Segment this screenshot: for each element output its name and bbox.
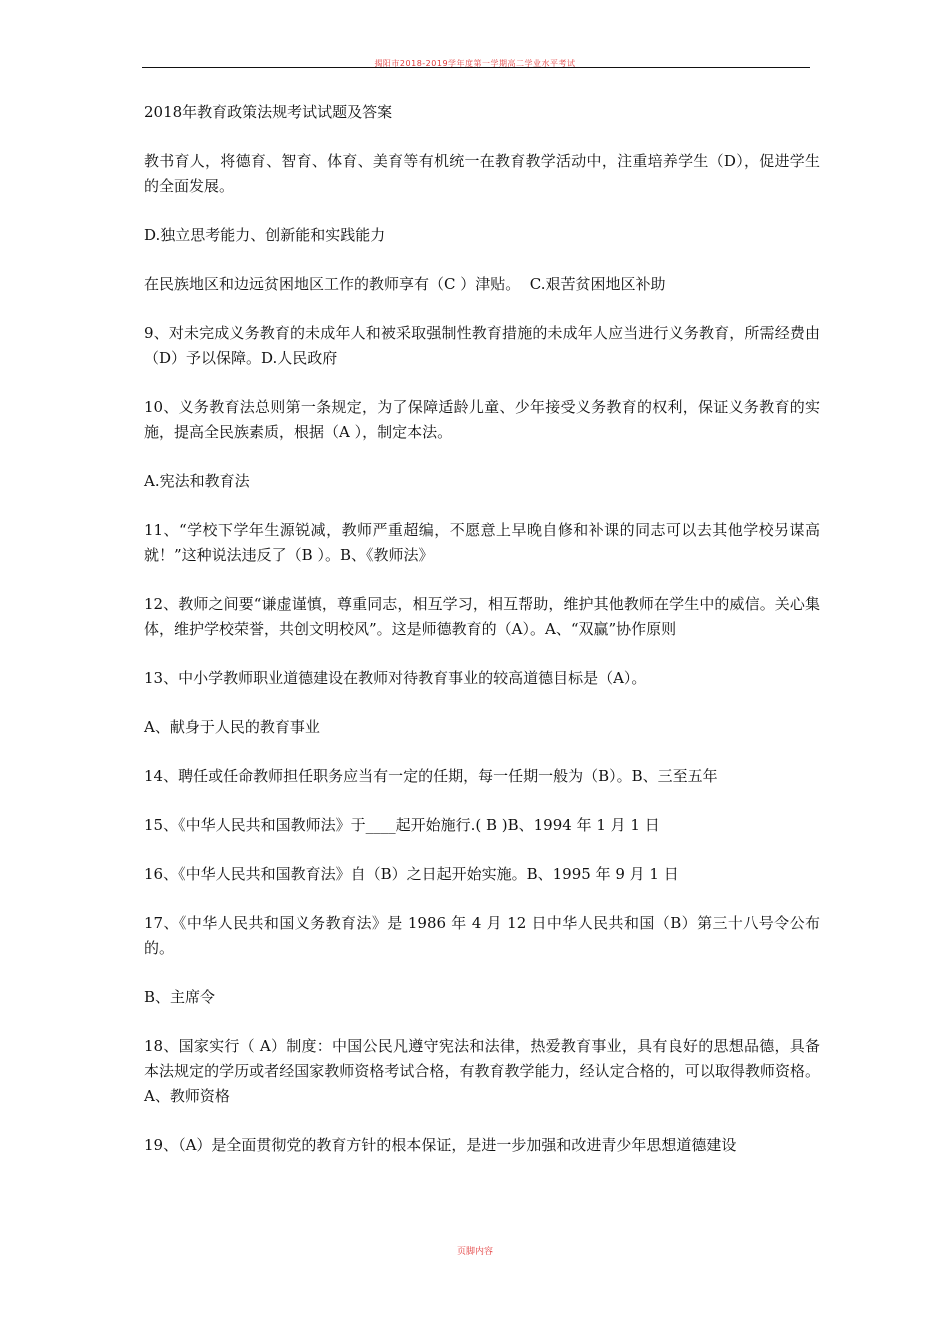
paragraph: 19、（A）是全面贯彻党的教育方针的根本保证，是进一步加强和改进青少年思想道德建设: [144, 1136, 737, 1154]
paragraph: 18、国家实行（ A）制度：中国公民凡遵守宪法和法律，热爱教育事业，具有良好的思想品德，具备本法规定的学历或者经国家教师资格考试合格，有教育教学能力，经认定合格的，可以取得教师资格。A、教师资格: [144, 1037, 820, 1105]
paragraph: 10、义务教育法总则第一条规定，为了保障适龄儿童、少年接受义务教育的权利，保证义务教育的实施，提高全民族素质，根据（A ），制定本法。: [144, 398, 820, 441]
header-divider: [142, 67, 810, 68]
paragraph: 16、《中华人民共和国教育法》自（B）之日起开始实施。B、1995 年 9 月 1 日: [144, 865, 679, 883]
paragraph: 17、《中华人民共和国义务教育法》是 1986 年 4 月 12 日中华人民共和国（B）第三十八号令公布的。: [144, 914, 820, 957]
document-body: [144, 100, 820, 1182]
paragraph: D.独立思考能力、创新能和实践能力: [144, 226, 386, 244]
paragraph: 14、聘任或任命教师担任职务应当有一定的任期，每一任期一般为（B）。B、三至五年: [144, 767, 718, 785]
paragraph: 12、教师之间要“谦虚谨慎，尊重同志，相互学习，相互帮助，维护其他教师在学生中的威信。关心集体，维护学校荣誉，共创文明校风”。这是师德教育的（A）。A、“双赢”协作原则: [144, 595, 820, 638]
paragraph: A、献身于人民的教育事业: [144, 718, 320, 736]
paragraph: 9、对未完成义务教育的未成年人和被采取强制性教育措施的未成年人应当进行义务教育，所需经费由（D）予以保障。D.人民政府: [144, 324, 820, 367]
paragraph: 在民族地区和边远贫困地区工作的教师享有（C ）津贴。 C.艰苦贫困地区补助: [144, 275, 666, 293]
page-header: 揭阳市2018-2019学年度第一学期高二学业水平考试: [374, 59, 576, 68]
paragraph: B、主席令: [144, 988, 216, 1006]
document-title: 2018年教育政策法规考试试题及答案: [144, 103, 393, 121]
paragraph: 13、中小学教师职业道德建设在教师对待教育事业的较高道德目标是（A）。: [144, 669, 647, 687]
page-footer: 页脚内容: [456, 1247, 493, 1257]
paragraph: 11、“学校下学年生源锐减，教师严重超编，不愿意上早晚自修和补课的同志可以去其他学校另谋高就！”这种说法违反了（B ）。B、《教师法》: [144, 521, 820, 564]
paragraph: 15、《中华人民共和国教师法》于____起开始施行.( B )B、1994 年 1 月 1 日: [144, 816, 660, 834]
paragraph: A.宪法和教育法: [144, 472, 250, 490]
paragraph: 教书育人，将德育、智育、体育、美育等有机统一在教育教学活动中，注重培养学生（D），促进学生的全面发展。: [144, 152, 820, 195]
